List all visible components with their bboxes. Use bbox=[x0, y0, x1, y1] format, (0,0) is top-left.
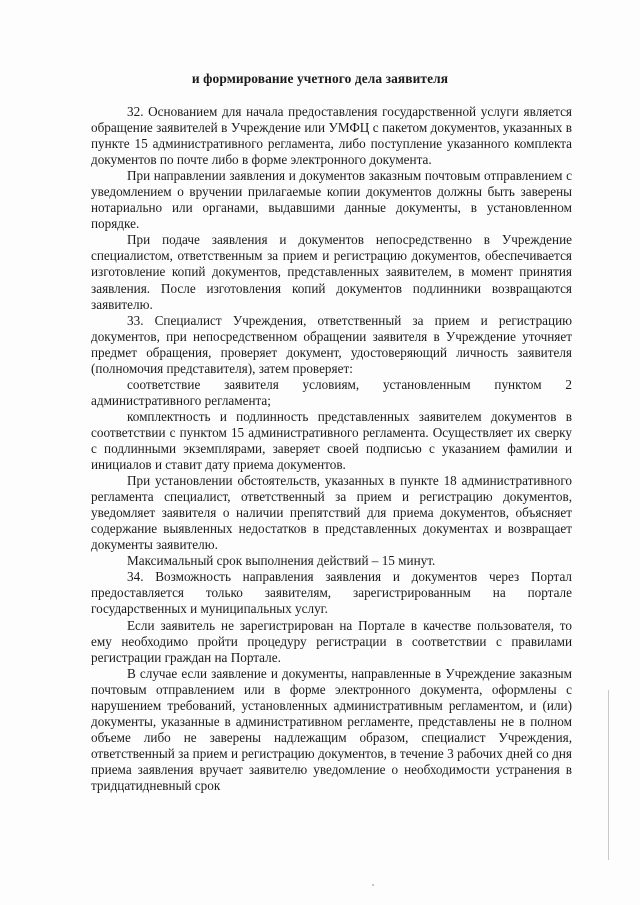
paragraph-obstacles: При установлении обстоятельств, указанных в пункте 18 административного регламента специалист, ответственный за прием и регистрацию документов, уведомляет заявителя о наличии препятствий для приема документов, объясняет содержание выявленных недостатков в представленных документах и возвращает документы заявителю. bbox=[91, 473, 572, 553]
paragraph-check-eligibility: соответствие заявителя условиям, установленным пунктом 2 административного регламента; bbox=[91, 376, 572, 408]
document-body bbox=[91, 104, 572, 794]
paragraph-portal-registration: Если заявитель не зарегистрирован на Портале в качестве пользователя, то ему необходимо пройти процедуру регистрации в соответствии с правилами регистрации граждан на Портале. bbox=[91, 617, 572, 665]
paragraph-33: 33. Специалист Учреждения, ответственный за прием и регистрацию документов, при непосредственном обращении заявителя в Учреждение уточняет предмет обращения, проверяет документ, удостоверяющий личность заявителя (полномочия представителя), затем проверяет: bbox=[91, 312, 572, 376]
paragraph-check-completeness: комплектность и подлинность представленных заявителем документов в соответствии с пунктом 15 административного регламента. Осуществляет их сверку с подлинными экземплярами, заверяет своей подписью с указанием фамилии и инициалов и ставит дату приема документов. bbox=[91, 408, 572, 473]
scan-edge-mark bbox=[608, 690, 609, 860]
paragraph-34: 34. Возможность направления заявления и документов через Портал предоставляется только заявителям, зарегистрированным на портале государственных и муниципальных услуг. bbox=[91, 569, 572, 617]
paragraph-postal-submission: При направлении заявления и документов заказным почтовым отправлением с уведомлением о вручении прилагаемые копии документов должны быть заверены нотариально или органами, выдавшими данные документы, в установленном порядке. bbox=[91, 168, 572, 232]
paragraph-max-time: Максимальный срок выполнения действий – 15 минут. bbox=[127, 553, 436, 569]
paragraph-violations: В случае если заявление и документы, направленные в Учреждение заказным почтовым отправлением или в форме электронного документа, оформлены с нарушением требований, установленных административным регламентом, и (или) документы, указанные в административном регламенте, представлены не в полном объеме либо не заверены надлежащим образом, специалист Учреждения, ответственный за прием и регистрацию документов, в течение 3 рабочих дней со дня приема заявления вручает заявителю уведомление о необходимости устранения в тридцатидневный срок bbox=[91, 665, 572, 793]
paragraph-32: 32. Основанием для начала предоставления государственной услуги является обращение заявителей в Учреждение или УМФЦ с пакетом документов, указанных в пункте 15 административного регламента, либо поступление указанного комплекта документов по почте либо в форме электронного документа. bbox=[91, 104, 572, 168]
section-heading: и формирование учетного дела заявителя bbox=[191, 71, 449, 86]
paragraph-in-person-submission: При подаче заявления и документов непосредственно в Учреждение специалистом, ответственным за прием и регистрацию документов, обеспечивается изготовление копий документов, представленных заявителем, в момент принятия заявления. После изготовления копий документов подлинники возвращаются заявителю. bbox=[91, 232, 572, 312]
scan-dust-mark bbox=[372, 884, 374, 886]
